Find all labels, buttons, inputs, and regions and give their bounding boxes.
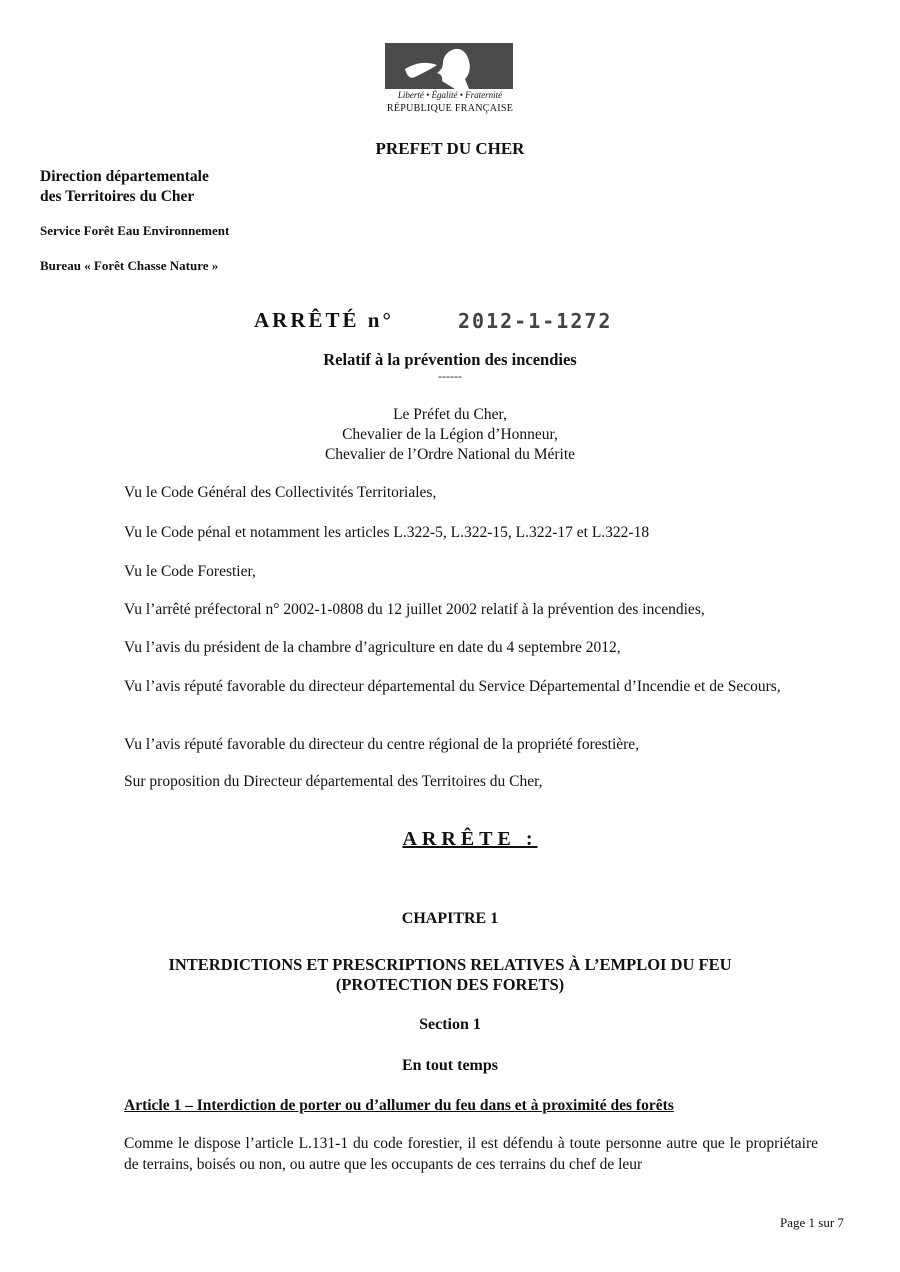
consideration-item: Vu l’avis réputé favorable du directeur du centre régional de la propriété forestière, <box>124 736 640 753</box>
republic-name: RÉPUBLIQUE FRANÇAISE <box>386 103 514 114</box>
consideration-item: Vu le Code pénal et notamment les articles L.322-5, L.322-15, L.322-17 et L.322-18 <box>124 524 650 541</box>
prefet-heading: PREFET DU CHER <box>375 139 525 158</box>
chapter-label: CHAPITRE 1 <box>401 910 499 927</box>
article-heading: Article 1 – Interdiction de porter ou d’allumer du feu dans et à proximité des forêts <box>124 1097 674 1114</box>
decree-number-stamp: 2012-1-1272 <box>458 309 613 333</box>
prefet-line2: Chevalier de la Légion d’Honneur, <box>342 426 558 443</box>
chapter-title-line2: (PROTECTION DES FORETS) <box>335 975 565 994</box>
decision-heading <box>330 828 610 851</box>
decree-title: ARRÊTÉ n° <box>254 308 394 332</box>
republic-motto: Liberté • Égalité • Fraternité <box>397 90 503 100</box>
prefet-line3: Chevalier de l’Ordre National du Mérite <box>324 446 576 463</box>
section-title: En tout temps <box>401 1057 498 1074</box>
page-number: Page 1 sur 7 <box>780 1215 844 1230</box>
direction-line2: des Territoires du Cher <box>40 188 195 205</box>
consideration-item: Vu l’avis du président de la chambre d’agriculture en date du 4 septembre 2012, <box>124 639 621 656</box>
section-label: Section 1 <box>419 1016 481 1033</box>
direction-line1: Direction départementale <box>40 168 209 185</box>
service-name: Service Forêt Eau Environnement <box>40 223 230 238</box>
decision-heading-text: ARRÊTE : <box>402 828 538 850</box>
consideration-item: Vu le Code Forestier, <box>124 563 256 580</box>
consideration-item: Vu le Code Général des Collectivités Territoriales, <box>124 484 437 501</box>
separator: ------ <box>438 369 462 383</box>
article-text: Comme le dispose l’article L.131-1 du code forestier, il est défendu à toute personne autre que le propriétaire de terrains, boisés ou non, ou autre que les occupants de ces terrains du chef de leur <box>124 1135 818 1173</box>
marianne-logo-icon <box>385 43 513 89</box>
prefet-titles <box>250 405 650 465</box>
consideration-item: Vu l’arrêté préfectoral n° 2002-1-0808 du 12 juillet 2002 relatif à la prévention des incendies, <box>124 601 705 618</box>
consideration-item: Vu l’avis réputé favorable du directeur départemental du Service Départemental d’Incendie et de Secours, <box>124 678 781 695</box>
prefet-line1: Le Préfet du Cher, <box>393 406 507 423</box>
decree-subject: Relatif à la prévention des incendies <box>323 350 577 369</box>
chapter-title <box>100 955 800 995</box>
marianne-profile-icon <box>385 43 513 89</box>
chapter-title-line1: INTERDICTIONS ET PRESCRIPTIONS RELATIVES À L’EMPLOI DU FEU <box>168 955 732 974</box>
consideration-item: Sur proposition du Directeur départemental des Territoires du Cher, <box>124 773 543 790</box>
bureau-name: Bureau « Forêt Chasse Nature » <box>40 258 219 273</box>
direction-name <box>40 167 209 207</box>
